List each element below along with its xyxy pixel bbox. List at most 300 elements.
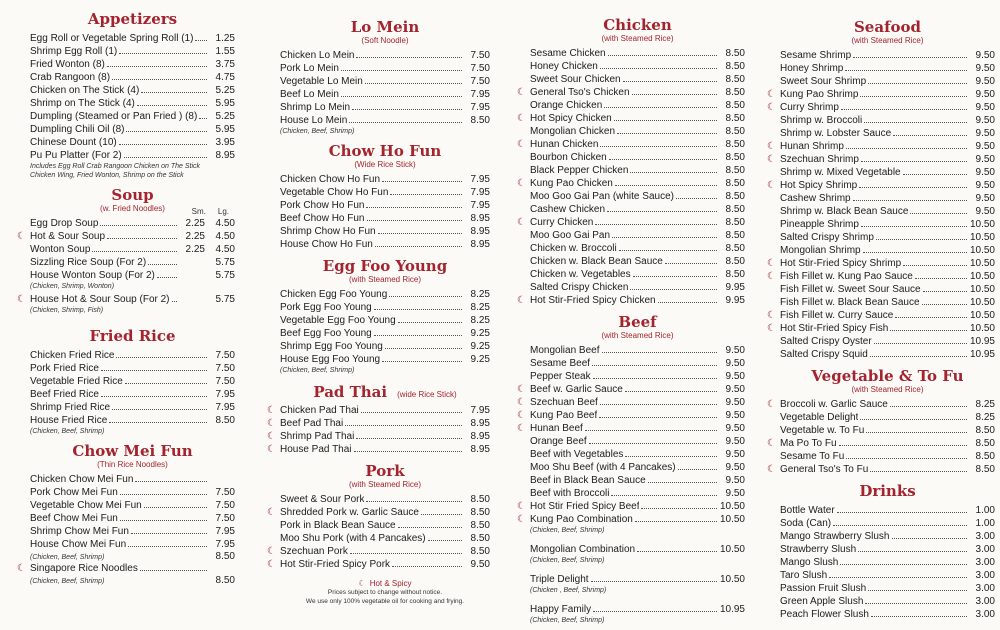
item-price: 7.50 xyxy=(470,63,490,74)
dot-leader xyxy=(863,252,967,253)
item-price-large: 5.75 xyxy=(215,270,235,281)
item-price: 5.25 xyxy=(215,111,235,122)
menu-item xyxy=(780,450,995,463)
dot-leader xyxy=(199,118,207,119)
dot-leader xyxy=(600,146,717,147)
menu-item xyxy=(30,71,235,84)
dot-leader xyxy=(866,432,967,433)
item-name: Sesame To Fu xyxy=(780,451,845,462)
item-price: 3.75 xyxy=(215,59,235,70)
menu-item xyxy=(530,190,745,203)
item-name: Shrimp w. Lobster Sauce xyxy=(780,128,892,139)
dot-leader xyxy=(345,425,462,426)
dot-leader xyxy=(392,566,462,567)
item-name: Cashew Chicken xyxy=(530,204,606,215)
dot-leader xyxy=(609,159,717,160)
item-name: Singapore Rice Noodles xyxy=(30,563,138,574)
item-price: 8.25 xyxy=(470,289,490,300)
dot-leader xyxy=(633,276,717,277)
menu-item xyxy=(30,136,235,149)
section-title-pork: Pork xyxy=(365,462,405,480)
section-title-chow-ho-fun: Chow Ho Fun xyxy=(328,142,442,160)
spicy-icon: ☾ xyxy=(517,384,526,395)
item-name: Beef with Broccoli xyxy=(530,488,610,499)
item-name: Chicken Egg Foo Young xyxy=(280,289,388,300)
dot-leader xyxy=(630,289,717,290)
dot-leader xyxy=(421,514,462,515)
dot-leader xyxy=(101,370,207,371)
item-name: Chicken on The Stick (4) xyxy=(30,85,140,96)
spicy-icon: ☾ xyxy=(767,154,776,165)
menu-item xyxy=(30,388,235,401)
menu-item xyxy=(530,448,745,461)
item-name: Vegetable Lo Mein xyxy=(280,76,363,87)
item-name: Hot Stir-Fried Spicy Pork xyxy=(280,559,391,570)
item-price: 9.50 xyxy=(725,371,745,382)
menu-item xyxy=(780,582,995,595)
item-name: Hot Stir-Fried Spicy Shrimp xyxy=(780,258,902,269)
item-name: Salted Crispy Squid xyxy=(780,349,868,360)
item-note-row xyxy=(30,282,235,293)
item-price: 7.95 xyxy=(470,102,490,113)
item-name: Passion Fruit Slush xyxy=(780,583,867,594)
item-price: 8.50 xyxy=(215,575,235,586)
item-price: 10.50 xyxy=(969,219,995,230)
item-name: Chicken Fried Rice xyxy=(30,350,115,361)
dot-leader xyxy=(148,264,177,265)
soup-list xyxy=(17,217,235,317)
menu-item xyxy=(17,293,235,306)
dot-leader xyxy=(837,512,967,513)
dot-leader xyxy=(366,207,462,208)
item-name: House Hot & Sour Soup (For 2) xyxy=(30,294,170,305)
menu-column-4 xyxy=(767,10,995,621)
menu-item xyxy=(267,545,490,558)
section-subtitle-vegetable: (with Steamed Rice) xyxy=(851,385,924,394)
menu-item xyxy=(280,49,490,62)
lo-mein-list xyxy=(280,49,490,127)
fried-rice-list xyxy=(30,349,235,427)
menu-item xyxy=(30,499,235,512)
menu-item xyxy=(767,257,995,270)
dot-leader xyxy=(846,458,967,459)
spicy-icon: ☾ xyxy=(517,139,526,150)
item-price: 3.00 xyxy=(975,544,995,555)
appetizers-list xyxy=(30,32,235,162)
dot-leader xyxy=(119,53,207,54)
spicy-icon: ☾ xyxy=(267,559,276,570)
menu-item xyxy=(780,218,995,231)
item-price: 8.50 xyxy=(725,48,745,59)
pad-thai-heading xyxy=(280,377,490,401)
menu-item xyxy=(30,269,235,282)
item-price: 3.00 xyxy=(975,531,995,542)
menu-item xyxy=(530,151,745,164)
menu-item xyxy=(30,256,235,269)
menu-item xyxy=(30,110,235,123)
menu-item xyxy=(530,125,745,138)
menu-item xyxy=(517,513,745,526)
section-title-beef: Beef xyxy=(618,313,657,331)
item-name: Hunan Beef xyxy=(530,423,583,434)
dot-leader xyxy=(612,237,717,238)
item-price: 8.25 xyxy=(470,315,490,326)
menu-item xyxy=(530,370,745,383)
item-price: 9.50 xyxy=(975,193,995,204)
menu-item xyxy=(530,474,745,487)
item-name: Pork Chow Mei Fun xyxy=(30,487,118,498)
item-price: 10.50 xyxy=(719,501,745,512)
menu-item xyxy=(530,60,745,73)
item-price: 3.00 xyxy=(975,609,995,620)
dot-leader xyxy=(137,105,207,106)
dot-leader xyxy=(366,501,462,502)
item-price: 9.25 xyxy=(470,354,490,365)
menu-item xyxy=(780,296,995,309)
item-price: 8.95 xyxy=(470,226,490,237)
menu-item xyxy=(280,114,490,127)
spicy-icon: ☾ xyxy=(517,113,526,124)
item-name: Mango Slush xyxy=(780,557,839,568)
item-price: 8.50 xyxy=(725,178,745,189)
item-name: Beef Chow Mei Fun xyxy=(30,513,118,524)
item-name: Sizzling Rice Soup (For 2) xyxy=(30,257,147,268)
dot-leader xyxy=(864,122,967,123)
section-title-chow-mei-fun: Chow Mei Fun xyxy=(72,442,193,460)
menu-item xyxy=(280,288,490,301)
menu-item xyxy=(280,519,490,532)
item-name: Mongolian Shrimp xyxy=(780,245,861,256)
menu-item xyxy=(280,327,490,340)
item-price: 8.50 xyxy=(470,507,490,518)
dot-leader xyxy=(868,590,967,591)
item-price: 7.95 xyxy=(215,526,235,537)
dot-leader xyxy=(676,198,717,199)
item-price: 10.50 xyxy=(969,284,995,295)
menu-item xyxy=(780,127,995,140)
item-name: Pork Egg Foo Young xyxy=(280,302,372,313)
dot-leader xyxy=(398,322,462,323)
item-name: Shrimp Chow Mei Fun xyxy=(30,526,129,537)
menu-item xyxy=(767,309,995,322)
item-price: 3.00 xyxy=(975,557,995,568)
item-price: 9.50 xyxy=(725,488,745,499)
item-price: 9.50 xyxy=(470,559,490,570)
dot-leader xyxy=(890,330,967,331)
spicy-icon: ☾ xyxy=(767,180,776,191)
spicy-icon: ☾ xyxy=(358,579,366,588)
menu-item xyxy=(767,153,995,166)
item-price: 3.00 xyxy=(975,583,995,594)
menu-item xyxy=(780,424,995,437)
menu-item xyxy=(30,414,235,427)
item-name: Egg Roll or Vegetable Spring Roll (1) xyxy=(30,33,194,44)
spicy-icon: ☾ xyxy=(767,399,776,410)
item-price: 7.50 xyxy=(215,363,235,374)
menu-item xyxy=(530,281,745,294)
item-price: 7.95 xyxy=(470,89,490,100)
item-price: 8.50 xyxy=(725,74,745,85)
menu-item xyxy=(267,558,490,571)
dot-leader xyxy=(354,451,462,452)
dot-leader xyxy=(382,361,462,362)
menu-item xyxy=(530,435,745,448)
item-name: Moo Shu Pork (with 4 Pancakes) xyxy=(280,533,426,544)
menu-item xyxy=(780,348,995,361)
dot-leader xyxy=(378,233,462,234)
dot-leader xyxy=(602,352,718,353)
item-name: Mongolian Beef xyxy=(530,345,600,356)
spicy-icon: ☾ xyxy=(517,295,526,306)
item-price-small: 2.25 xyxy=(185,231,205,242)
item-price: 9.25 xyxy=(470,328,490,339)
item-name: Beef w. Garlic Sauce xyxy=(530,384,623,395)
item-name: House Chow Ho Fun xyxy=(280,239,373,250)
section-title-chicken: Chicken xyxy=(603,16,672,34)
dot-leader xyxy=(648,482,717,483)
item-name: Honey Shrimp xyxy=(780,63,844,74)
item-note: (Chicken, Beef, Shrimp) xyxy=(530,527,605,534)
item-name: Mango Strawberry Slush xyxy=(780,531,890,542)
item-name: Fried Wonton (8) xyxy=(30,59,105,70)
item-price: 8.95 xyxy=(470,444,490,455)
item-name: House Wonton Soup (For 2) xyxy=(30,270,155,281)
item-name: Beef Egg Foo Young xyxy=(280,328,372,339)
item-price: 4.75 xyxy=(215,72,235,83)
menu-item xyxy=(30,45,235,58)
item-price: 9.50 xyxy=(975,76,995,87)
menu-item xyxy=(280,340,490,353)
item-name: General Tso's To Fu xyxy=(780,464,869,475)
spicy-icon: ☾ xyxy=(267,444,276,455)
egg-foo-young-note: (Chicken, Beef, Shrimp) xyxy=(280,367,355,374)
seafood-list xyxy=(767,49,995,361)
dot-leader xyxy=(398,527,462,528)
item-price: 5.95 xyxy=(215,98,235,109)
dot-leader xyxy=(890,406,967,407)
item-price: 7.50 xyxy=(470,50,490,61)
item-note-row xyxy=(530,616,745,627)
menu-item xyxy=(30,217,235,230)
dot-leader xyxy=(390,194,462,195)
section-title-fried-rice: Fried Rice xyxy=(89,327,176,345)
lo-mein-note: (Chicken, Beef, Shrimp) xyxy=(280,128,355,135)
item-price: 7.95 xyxy=(215,402,235,413)
item-price: 5.25 xyxy=(215,85,235,96)
item-price: 8.50 xyxy=(975,451,995,462)
menu-item xyxy=(280,88,490,101)
beef-list xyxy=(517,344,745,627)
item-price: 10.50 xyxy=(969,232,995,243)
menu-item xyxy=(530,242,745,255)
menu-item xyxy=(767,322,995,335)
dot-leader xyxy=(599,417,717,418)
dot-leader xyxy=(374,335,462,336)
item-name: Chicken w. Vegetables xyxy=(530,269,631,280)
menu-column-3 xyxy=(517,10,745,627)
menu-item xyxy=(780,411,995,424)
dot-leader xyxy=(135,481,207,482)
item-price: 7.50 xyxy=(215,350,235,361)
dot-leader xyxy=(630,172,717,173)
dot-leader xyxy=(617,133,717,134)
item-name: Sesame Chicken xyxy=(530,48,606,59)
dot-leader xyxy=(172,301,177,302)
menu-item xyxy=(780,608,995,621)
menu-item xyxy=(780,556,995,569)
item-name: Shrimp Lo Mein xyxy=(280,102,351,113)
section-subtitle-beef: (with Steamed Rice) xyxy=(601,331,674,340)
item-name: Szechuan Shrimp xyxy=(780,154,859,165)
item-price: 8.50 xyxy=(725,243,745,254)
oil-notice: We use only 100% vegetable oil for cooking and frying. xyxy=(305,598,465,605)
menu-item xyxy=(780,517,995,530)
item-name: Szechuan Beef xyxy=(530,397,598,408)
item-name: Curry Chicken xyxy=(530,217,594,228)
appetizers-note: Includes Egg Roll Crab Rangoon Chicken on The Stick Chicken Wing, Fried Wonton, Shrimp on the Stick xyxy=(30,163,201,179)
menu-item xyxy=(267,404,490,417)
dot-leader xyxy=(356,57,462,58)
item-price: 7.95 xyxy=(470,187,490,198)
spicy-icon: ☾ xyxy=(767,271,776,282)
item-name: Crab Rangoon (8) xyxy=(30,72,111,83)
item-name: Moo Shu Beef (with 4 Pancakes) xyxy=(530,462,676,473)
item-price: 9.50 xyxy=(975,50,995,61)
item-name: Vegetable Fried Rice xyxy=(30,376,123,387)
dot-leader xyxy=(604,107,717,108)
dot-leader xyxy=(632,94,717,95)
item-price: 7.50 xyxy=(215,487,235,498)
item-name: Honey Chicken xyxy=(530,61,598,72)
menu-item xyxy=(780,530,995,543)
chow-ho-fun-list xyxy=(280,173,490,251)
dot-leader xyxy=(119,144,207,145)
dot-leader xyxy=(341,70,462,71)
dot-leader xyxy=(915,278,967,279)
item-price: 8.50 xyxy=(725,204,745,215)
section-title-egg-foo-young: Egg Foo Young xyxy=(322,257,448,275)
item-price: 9.50 xyxy=(975,63,995,74)
menu-item xyxy=(280,173,490,186)
item-price: 9.50 xyxy=(975,167,995,178)
dot-leader xyxy=(109,422,207,423)
item-name: Black Pepper Chicken xyxy=(530,165,629,176)
item-price: 10.50 xyxy=(969,245,995,256)
item-note-row xyxy=(530,556,745,567)
menu-item xyxy=(280,301,490,314)
item-price: 8.50 xyxy=(725,139,745,150)
dot-leader xyxy=(611,495,717,496)
item-price: 8.50 xyxy=(975,464,995,475)
item-name: Vegetable Delight xyxy=(780,412,859,423)
section-subtitle-pork: (with Steamed Rice) xyxy=(348,480,422,489)
dot-leader xyxy=(895,317,967,318)
item-price-large: 4.50 xyxy=(215,231,235,242)
menu-item xyxy=(30,243,235,256)
item-name: Wonton Soup xyxy=(30,244,91,255)
size-large-label: Lg. xyxy=(217,207,229,216)
item-price: 3.00 xyxy=(975,596,995,607)
item-name: House Fried Rice xyxy=(30,415,108,426)
dot-leader xyxy=(833,525,967,526)
menu-item xyxy=(280,199,490,212)
dot-leader xyxy=(382,181,462,182)
item-name: Bottle Water xyxy=(780,505,835,516)
dot-leader xyxy=(868,83,967,84)
dot-leader xyxy=(116,357,207,358)
section-title-soup: Soup xyxy=(111,186,154,204)
menu-item xyxy=(280,186,490,199)
spicy-icon: ☾ xyxy=(17,563,26,574)
item-name: Strawberry Slush xyxy=(780,544,857,555)
item-price: 8.95 xyxy=(470,431,490,442)
dot-leader xyxy=(144,507,207,508)
dot-leader xyxy=(120,494,207,495)
item-name: Broccoli w. Garlic Sauce xyxy=(780,399,888,410)
dot-leader xyxy=(375,246,462,247)
item-name: Mongolian Chicken xyxy=(530,126,616,137)
spicy-icon: ☾ xyxy=(517,397,526,408)
menu-item xyxy=(267,506,490,519)
menu-item xyxy=(30,473,235,486)
dot-leader xyxy=(614,120,717,121)
menu-item xyxy=(530,47,745,60)
dot-leader xyxy=(585,430,717,431)
item-name: Chicken Chow Mei Fun xyxy=(30,474,134,485)
item-price: 8.50 xyxy=(975,425,995,436)
item-price: 7.50 xyxy=(215,513,235,524)
item-note: (Chicken, Shrimp, Fish) xyxy=(30,307,104,314)
item-price: 10.50 xyxy=(719,514,745,525)
menu-item xyxy=(780,49,995,62)
item-name: Kung Pao Chicken xyxy=(530,178,613,189)
item-name: Happy Family xyxy=(530,604,592,615)
dot-leader xyxy=(124,157,207,158)
section-subtitle-chicken: (with Steamed Rice) xyxy=(601,34,674,43)
dot-leader xyxy=(870,356,967,357)
menu-item xyxy=(767,463,995,476)
menu-item xyxy=(280,225,490,238)
menu-item xyxy=(17,562,235,575)
dot-leader xyxy=(352,109,462,110)
item-name: Chicken Pad Thai xyxy=(280,405,359,416)
item-price: 8.50 xyxy=(470,520,490,531)
section-subtitle-seafood: (with Steamed Rice) xyxy=(851,36,924,45)
item-price: 10.95 xyxy=(969,349,995,360)
dot-leader xyxy=(893,135,967,136)
item-price: 8.50 xyxy=(470,115,490,126)
menu-item xyxy=(30,375,235,388)
dot-leader xyxy=(607,211,717,212)
item-name: Vegetable Egg Foo Young xyxy=(280,315,396,326)
item-name: Szechuan Pork xyxy=(280,546,348,557)
item-price: 8.50 xyxy=(725,152,745,163)
dot-leader xyxy=(874,343,967,344)
dot-leader xyxy=(126,131,207,132)
dot-leader xyxy=(120,520,207,521)
item-price: 9.50 xyxy=(975,154,995,165)
spicy-icon: ☾ xyxy=(517,501,526,512)
menu-item xyxy=(517,396,745,409)
menu-item xyxy=(780,504,995,517)
item-price: 9.50 xyxy=(725,384,745,395)
menu-item xyxy=(30,362,235,375)
item-price: 3.95 xyxy=(215,137,235,148)
item-name: Beef Fried Rice xyxy=(30,389,99,400)
section-subtitle-soup: (w. Fried Noodles) xyxy=(100,204,165,213)
spicy-icon: ☾ xyxy=(517,423,526,434)
item-price: 8.95 xyxy=(215,150,235,161)
